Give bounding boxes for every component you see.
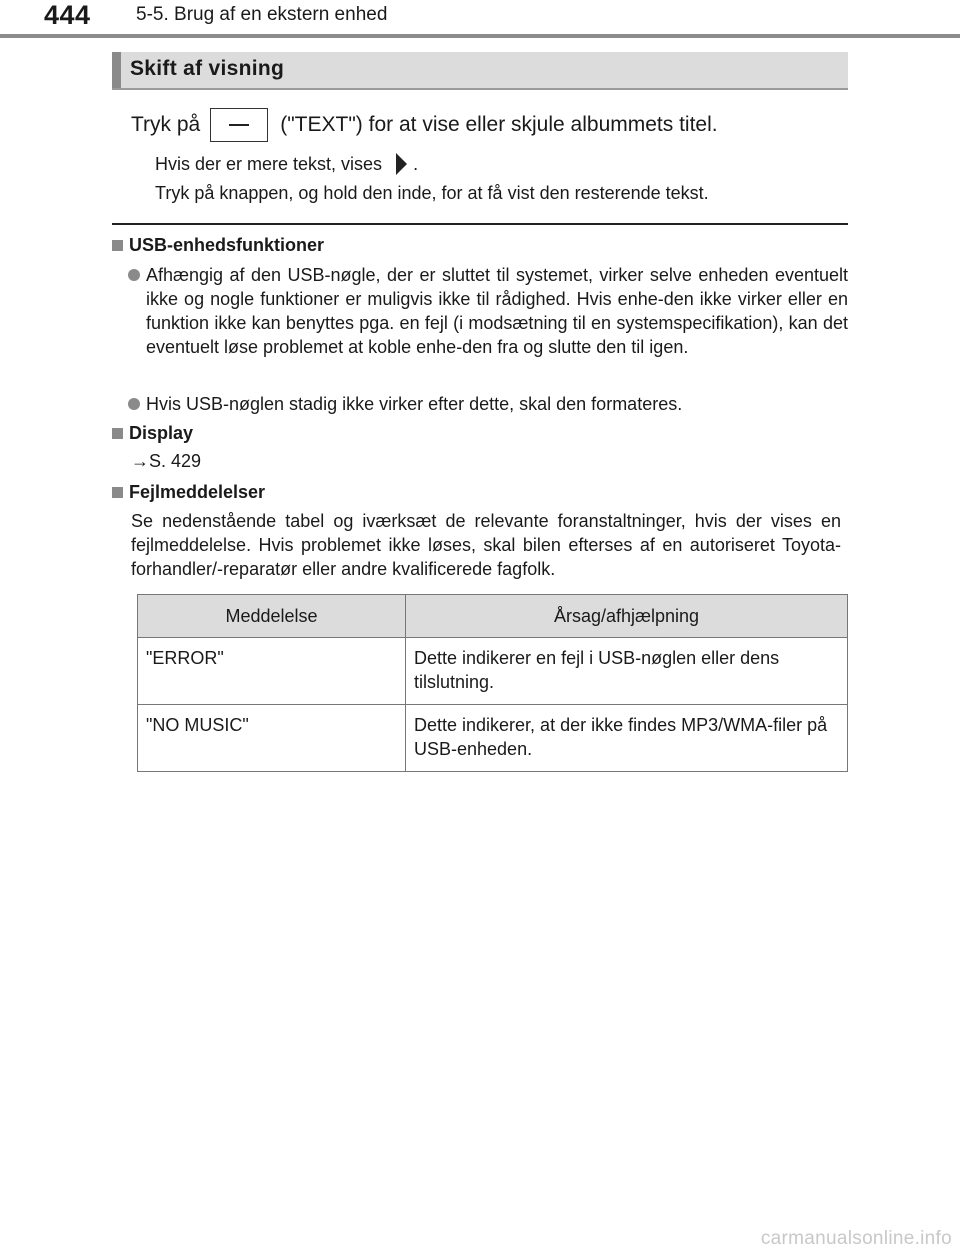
header-divider — [0, 34, 960, 38]
list-item — [128, 392, 848, 416]
table-row — [138, 705, 848, 772]
page-reference: →S. 429 — [131, 451, 202, 471]
error-table — [137, 594, 848, 772]
display-heading — [112, 423, 193, 444]
errors-heading — [112, 482, 265, 503]
section-marker — [112, 52, 121, 88]
display-heading-text: Display — [129, 423, 194, 443]
bullet-text: Hvis USB-nøglen stadig ikke virker efter dette, skal den formateres. — [146, 394, 683, 414]
list-item — [128, 263, 848, 359]
text-button-icon — [210, 108, 268, 142]
square-bullet-icon — [112, 240, 123, 251]
watermark: carmanualsonline.info — [760, 1228, 952, 1249]
section-title: Skift af visning — [130, 57, 285, 80]
bullet-text: Afhængig af den USB-nøgle, der er sluttet til systemet, virker selve enheden eventuelt ikke og nogle funktioner er muligvis ikke til rådighed. Hvis enhe-den ikke virker eller en funktion ikke kan benyttes pga. en fejl (i modsætning til en systemspecifikation), kan det eventuelt løse problemet at koble enhe-den fra og slutte den til igen. — [146, 265, 848, 357]
table-cell: "ERROR" — [138, 638, 406, 705]
table-cell: "NO MUSIC" — [138, 705, 406, 772]
note-suffix: . — [413, 154, 419, 174]
table-header-row — [138, 595, 848, 638]
instruction — [131, 108, 718, 142]
table-row — [138, 638, 848, 705]
page-number: 444 — [44, 0, 91, 30]
usb-heading-text: USB-enhedsfunktioner — [129, 235, 325, 255]
instruction-suffix: ("TEXT") for at vise eller skjule albummets titel. — [280, 113, 718, 136]
errors-intro: Se nedenstående tabel og iværksæt de relevante foranstaltninger, hvis der vises en fejlmeddelelse. Hvis problemet ikke løses, skal bilen efterses af en autoriseret Toyota-forhandler/-reparatør eller andre kvalificerede fagfolk. — [131, 511, 841, 579]
usb-heading — [112, 235, 324, 256]
section-divider — [112, 223, 848, 225]
column-header: Årsag/afhjælpning — [406, 595, 848, 638]
note-line-2: Tryk på knappen, og hold den inde, for at få vist den resterende tekst. — [155, 183, 709, 203]
section-heading — [112, 52, 848, 90]
chapter-title: 5-5. Brug af en ekstern enhed — [136, 4, 388, 25]
square-bullet-icon — [112, 428, 123, 439]
note-line-1 — [155, 153, 418, 175]
bullet-dot-icon — [128, 269, 140, 281]
column-header: Meddelelse — [138, 595, 406, 638]
bullet-dot-icon — [128, 398, 140, 410]
table-cell: Dette indikerer, at der ikke findes MP3/WMA-filer på USB-enheden. — [406, 705, 848, 772]
errors-heading-text: Fejlmeddelelser — [129, 482, 266, 502]
table-cell: Dette indikerer en fejl i USB-nøglen eller dens tilslutning. — [406, 638, 848, 705]
instruction-prefix: Tryk på — [131, 113, 201, 136]
square-bullet-icon — [112, 487, 123, 498]
more-text-arrow-icon — [396, 153, 407, 175]
note-prefix: Hvis der er mere tekst, vises — [155, 154, 383, 174]
